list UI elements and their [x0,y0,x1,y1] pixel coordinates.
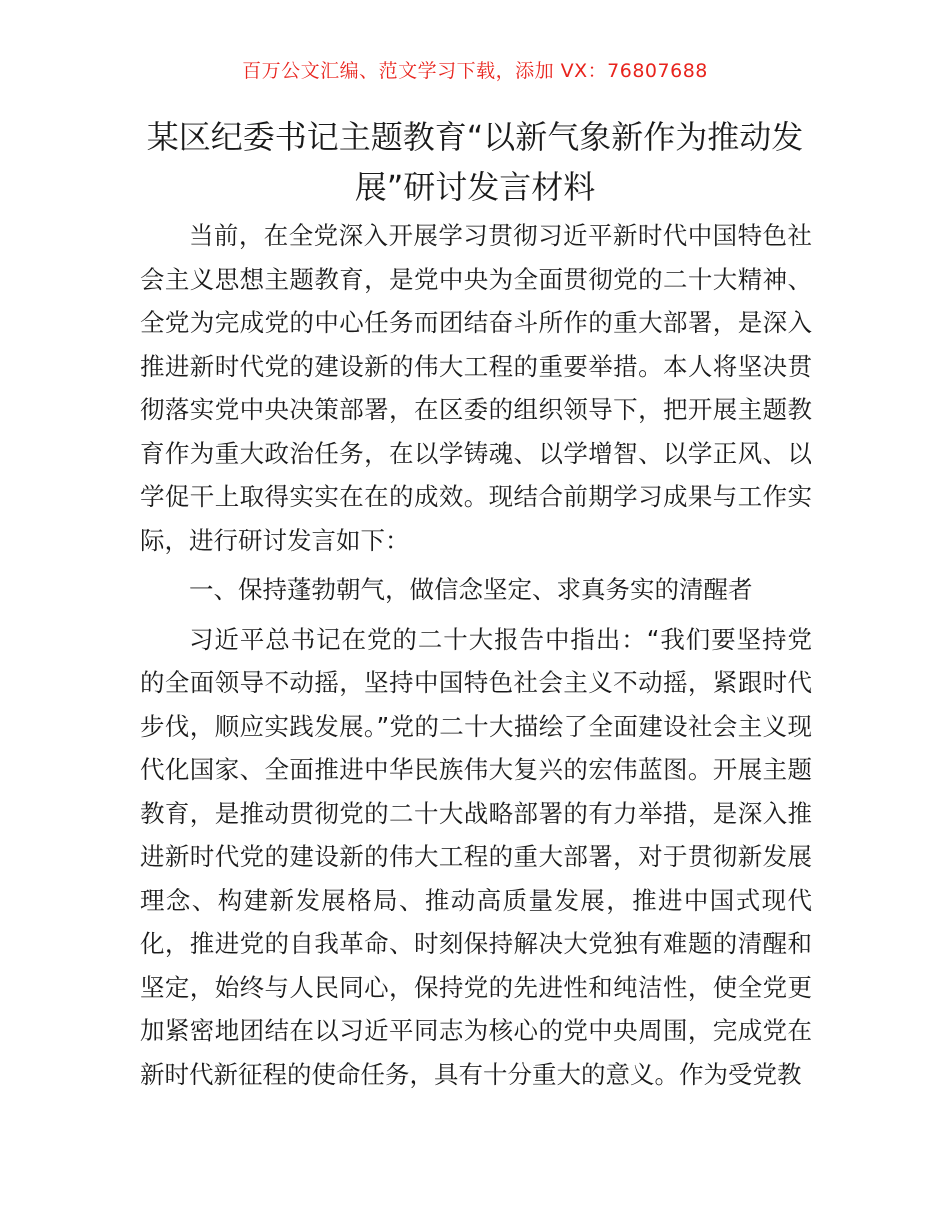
download-notice: 百万公文汇编、范文学习下载，添加 VX：76807688 [242,60,708,82]
intro-paragraph: 当前，在全党深入开展学习贯彻习近平新时代中国特色社会主义思想主题教育，是党中央为全面贯彻党的二十大精神、全党为完成党的中心任务而团结奋斗所作的重大部署，是深入推进新时代党的建设新的伟大工程的重要举措。本人将坚决贯彻落实党中央决策部署，在区委的组织领导下，把开展主题教育作为重大政治任务，在以学铸魂、以学增智、以学正风、以学促干上取得实实在在的成效。现结合前期学习成果与工作实际，进行研讨发言如下： [140,221,812,555]
body-paragraph-2: 习近平总书记在党的二十大报告中指出：“我们要坚持党的全面领导不动摇，坚持中国特色社会主义不动摇，紧跟时代步伐，顺应实践发展。”党的二十大描绘了全面建设社会主义现代化国家、全面推进中华民族伟大复兴的宏伟蓝图。开展主题教育，是推动贯彻党的二十大战略部署的有力举措，是深入推进新时代党的建设新的伟大工程的重大部署，对于贯彻新发展理念、构建新发展格局、推动高质量发展，推进中国式现代化，推进党的自我革命、时刻保持解决大党独有难题的清醒和坚定，始终与人民同心，保持党的先进性和纯洁性，使全党更加紧密地团结在以习近平同志为核心的党中央周围，完成党在新时代新征程的使命任务，具有十分重大的意义。作为受党教 [140,624,812,1089]
section-heading-1: 一、保持蓬勃朝气，做信念坚定、求真务实的清醒者 [189,575,753,604]
document-body [140,214,812,1096]
document-title: 某区纪委书记主题教育“以新气象新作为推动发展”研讨发言材料 [146,118,804,206]
